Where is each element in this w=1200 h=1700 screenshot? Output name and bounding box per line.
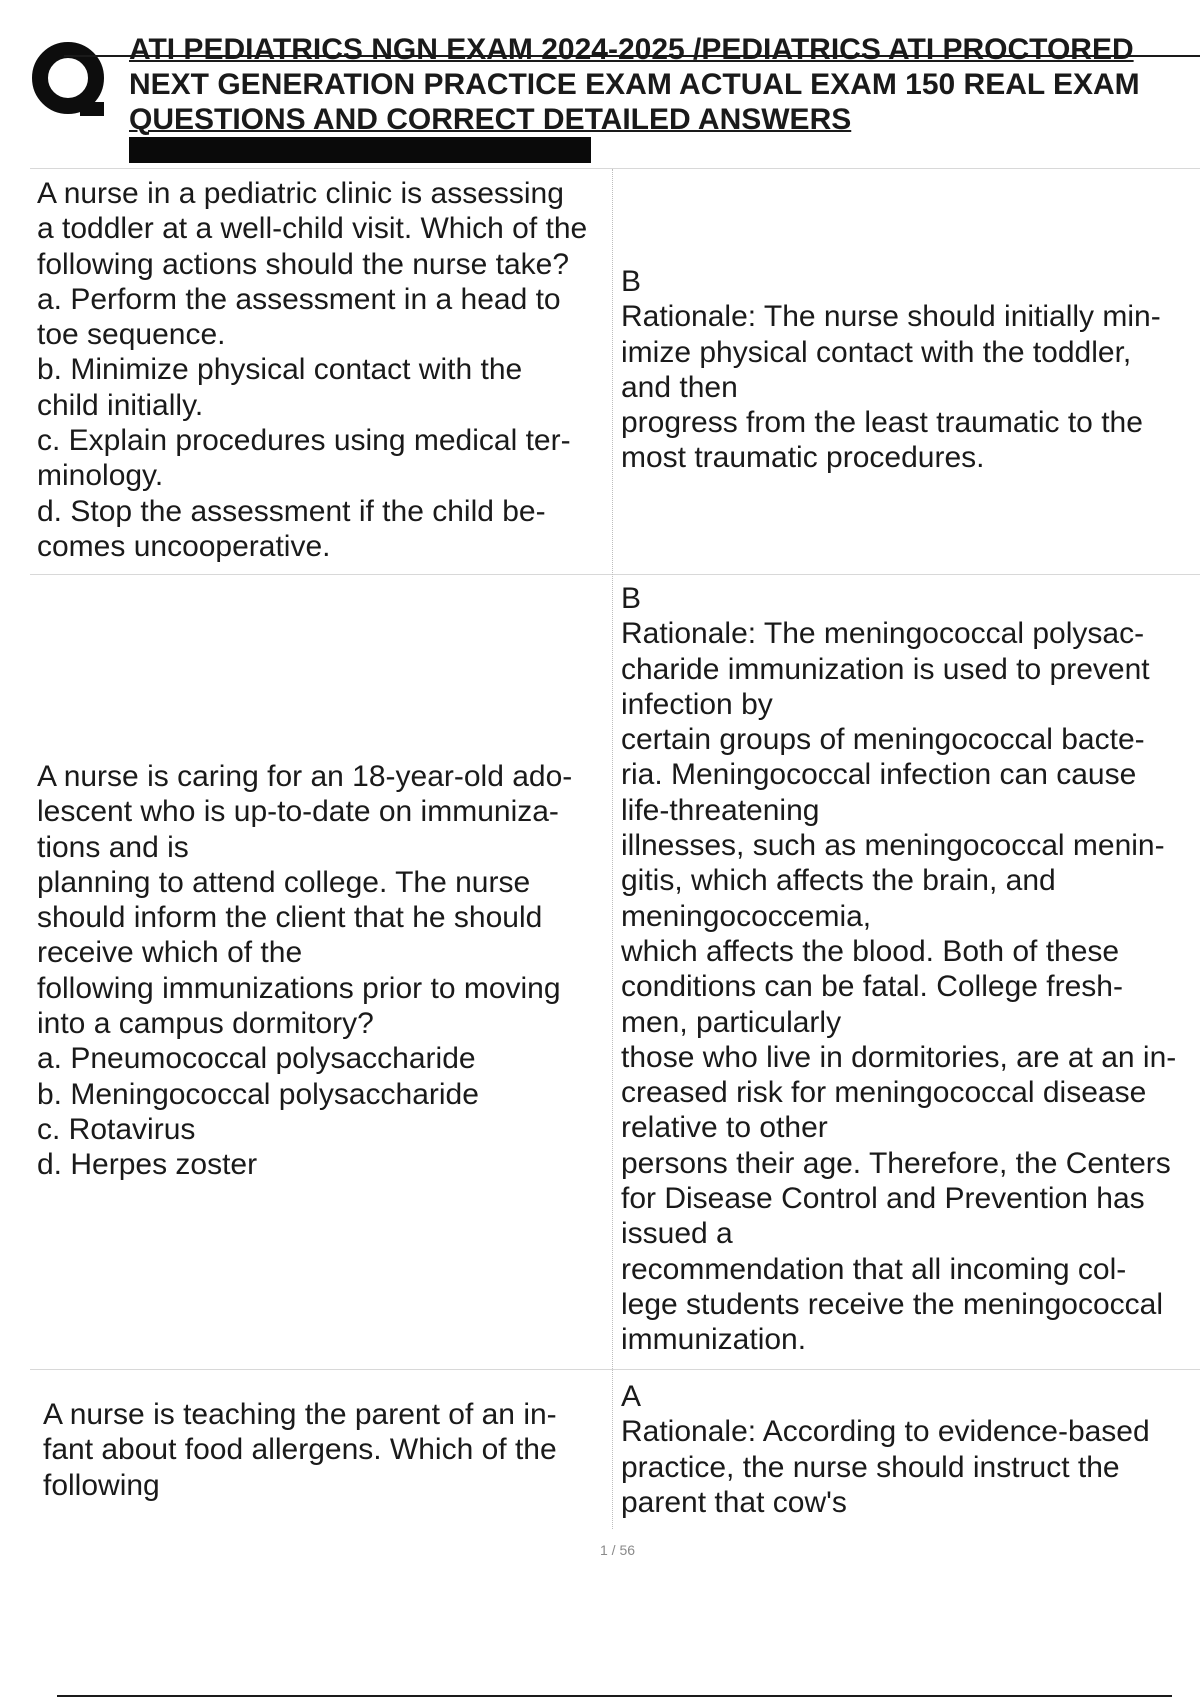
answer-text-line: infection by xyxy=(621,687,773,721)
answer-text-line: immunization. xyxy=(621,1323,807,1357)
answer-text-line: relative to other xyxy=(621,1111,828,1145)
answer-text-line: recommendation that all incoming col- xyxy=(621,1252,1127,1286)
document-title-line-3: QUESTIONS AND CORRECT DETAILED ANSWERS xyxy=(129,103,852,136)
question-cell xyxy=(37,176,607,564)
page-indicator: 1 / 56 xyxy=(599,1542,636,1558)
question-text-line: following xyxy=(43,1468,160,1502)
answer-text-line: charide immunization is used to prevent xyxy=(621,652,1150,686)
answer-text-line: Rationale: The nurse should initially min- xyxy=(621,300,1161,334)
q-logo-icon xyxy=(30,40,110,120)
answer-text-line: illnesses, such as meningococcal menin- xyxy=(621,829,1165,863)
question-text-line: following immunizations prior to moving xyxy=(37,971,561,1005)
question-text-line: toe sequence. xyxy=(37,318,226,352)
question-text-line: receive which of the xyxy=(37,936,303,970)
answer-text-line: for Disease Control and Prevention has xyxy=(621,1182,1145,1216)
answer-text-line: A xyxy=(621,1380,642,1413)
answer-text-line: progress from the least traumatic to the xyxy=(621,406,1143,440)
answer-text-line: creased risk for meningococcal disease xyxy=(621,1076,1147,1110)
question-text-line: into a campus dormitory? xyxy=(37,1007,374,1041)
question-text-line: should inform the client that he should xyxy=(37,901,543,935)
question-text-line: d. Stop the assessment if the child be- xyxy=(37,494,546,528)
document-title xyxy=(129,32,1200,137)
question-text-line: child initially. xyxy=(37,388,204,422)
answer-text-line: persons their age. Therefore, the Centers xyxy=(621,1146,1171,1180)
answer-text-line: men, particularly xyxy=(621,1005,842,1039)
answer-text-line: imize physical contact with the toddler, xyxy=(621,335,1132,369)
answer-text-line: which affects the blood. Both of these xyxy=(621,934,1120,968)
answer-text-line: lege students receive the meningococcal xyxy=(621,1287,1163,1321)
answer-cell xyxy=(621,264,1200,476)
row-divider xyxy=(30,1369,1200,1370)
question-text-line: c. Explain procedures using medical ter- xyxy=(37,424,571,458)
answer-text-line: and then xyxy=(621,370,738,404)
answer-text-line: ria. Meningococcal infection can cause xyxy=(621,758,1137,792)
answer-text-line: B xyxy=(621,265,642,298)
question-text-line: b. Minimize physical contact with the xyxy=(37,353,523,387)
answer-text-line: gitis, which affects the brain, and xyxy=(621,864,1056,898)
question-text-line: a. Pneumococcal polysaccharide xyxy=(37,1042,476,1076)
question-text-line: fant about food allergens. Which of the xyxy=(43,1433,557,1467)
answer-text-line: practice, the nurse should instruct the xyxy=(621,1450,1120,1484)
answer-text-line: Rationale: According to evidence-based xyxy=(621,1415,1150,1449)
answer-text-line: certain groups of meningococcal bacte- xyxy=(621,723,1145,757)
question-text-line: d. Herpes zoster xyxy=(37,1148,258,1182)
question-text-line: following actions should the nurse take? xyxy=(37,247,570,281)
question-text-line: a toddler at a well-child visit. Which of the xyxy=(37,212,588,246)
answer-text-line: conditions can be fatal. College fresh- xyxy=(621,970,1123,1004)
answer-text-line: Rationale: The meningococcal polysac- xyxy=(621,617,1145,651)
question-text-line: comes uncooperative. xyxy=(37,529,331,563)
question-text-line: A nurse is caring for an 18-year-old ado- xyxy=(37,760,573,793)
document-title-line-1: ATI PEDIATRICS NGN EXAM 2024-2025 /PEDIATRICS ATI PROCTORED xyxy=(129,33,1134,66)
question-text-line: lescent who is up-to-date on immuniza- xyxy=(37,795,559,829)
question-text-line: planning to attend college. The nurse xyxy=(37,865,531,899)
answer-text-line: B xyxy=(621,582,642,615)
answer-text-line: meningococcemia, xyxy=(621,899,872,933)
table-top-rule xyxy=(30,168,1200,169)
column-divider xyxy=(612,169,613,1529)
question-text-line: c. Rotavirus xyxy=(37,1112,196,1146)
answer-cell xyxy=(621,581,1200,1358)
question-cell xyxy=(37,759,607,1183)
question-text-line: a. Perform the assessment in a head to xyxy=(37,282,561,316)
document-title-line-2: NEXT GENERATION PRACTICE EXAM ACTUAL EXAM 150 REAL EXAM xyxy=(129,68,1140,101)
bottom-rule xyxy=(57,1695,1172,1697)
question-text-line: A nurse is teaching the parent of an in- xyxy=(43,1398,557,1431)
answer-cell xyxy=(621,1379,1200,1520)
question-text-line: A nurse in a pediatric clinic is assessing xyxy=(37,177,564,210)
row-divider xyxy=(30,574,1200,575)
answer-text-line: those who live in dormitories, are at an in- xyxy=(621,1040,1177,1074)
question-text-line: minology. xyxy=(37,459,164,493)
answer-text-line: issued a xyxy=(621,1217,733,1251)
question-text-line: b. Meningococcal polysaccharide xyxy=(37,1077,479,1111)
answer-text-line: most traumatic procedures. xyxy=(621,441,985,475)
redaction-bar xyxy=(129,137,591,163)
question-cell xyxy=(43,1397,613,1503)
answer-text-line: life-threatening xyxy=(621,793,820,827)
answer-text-line: parent that cow's xyxy=(621,1485,847,1519)
question-text-line: tions and is xyxy=(37,830,189,864)
